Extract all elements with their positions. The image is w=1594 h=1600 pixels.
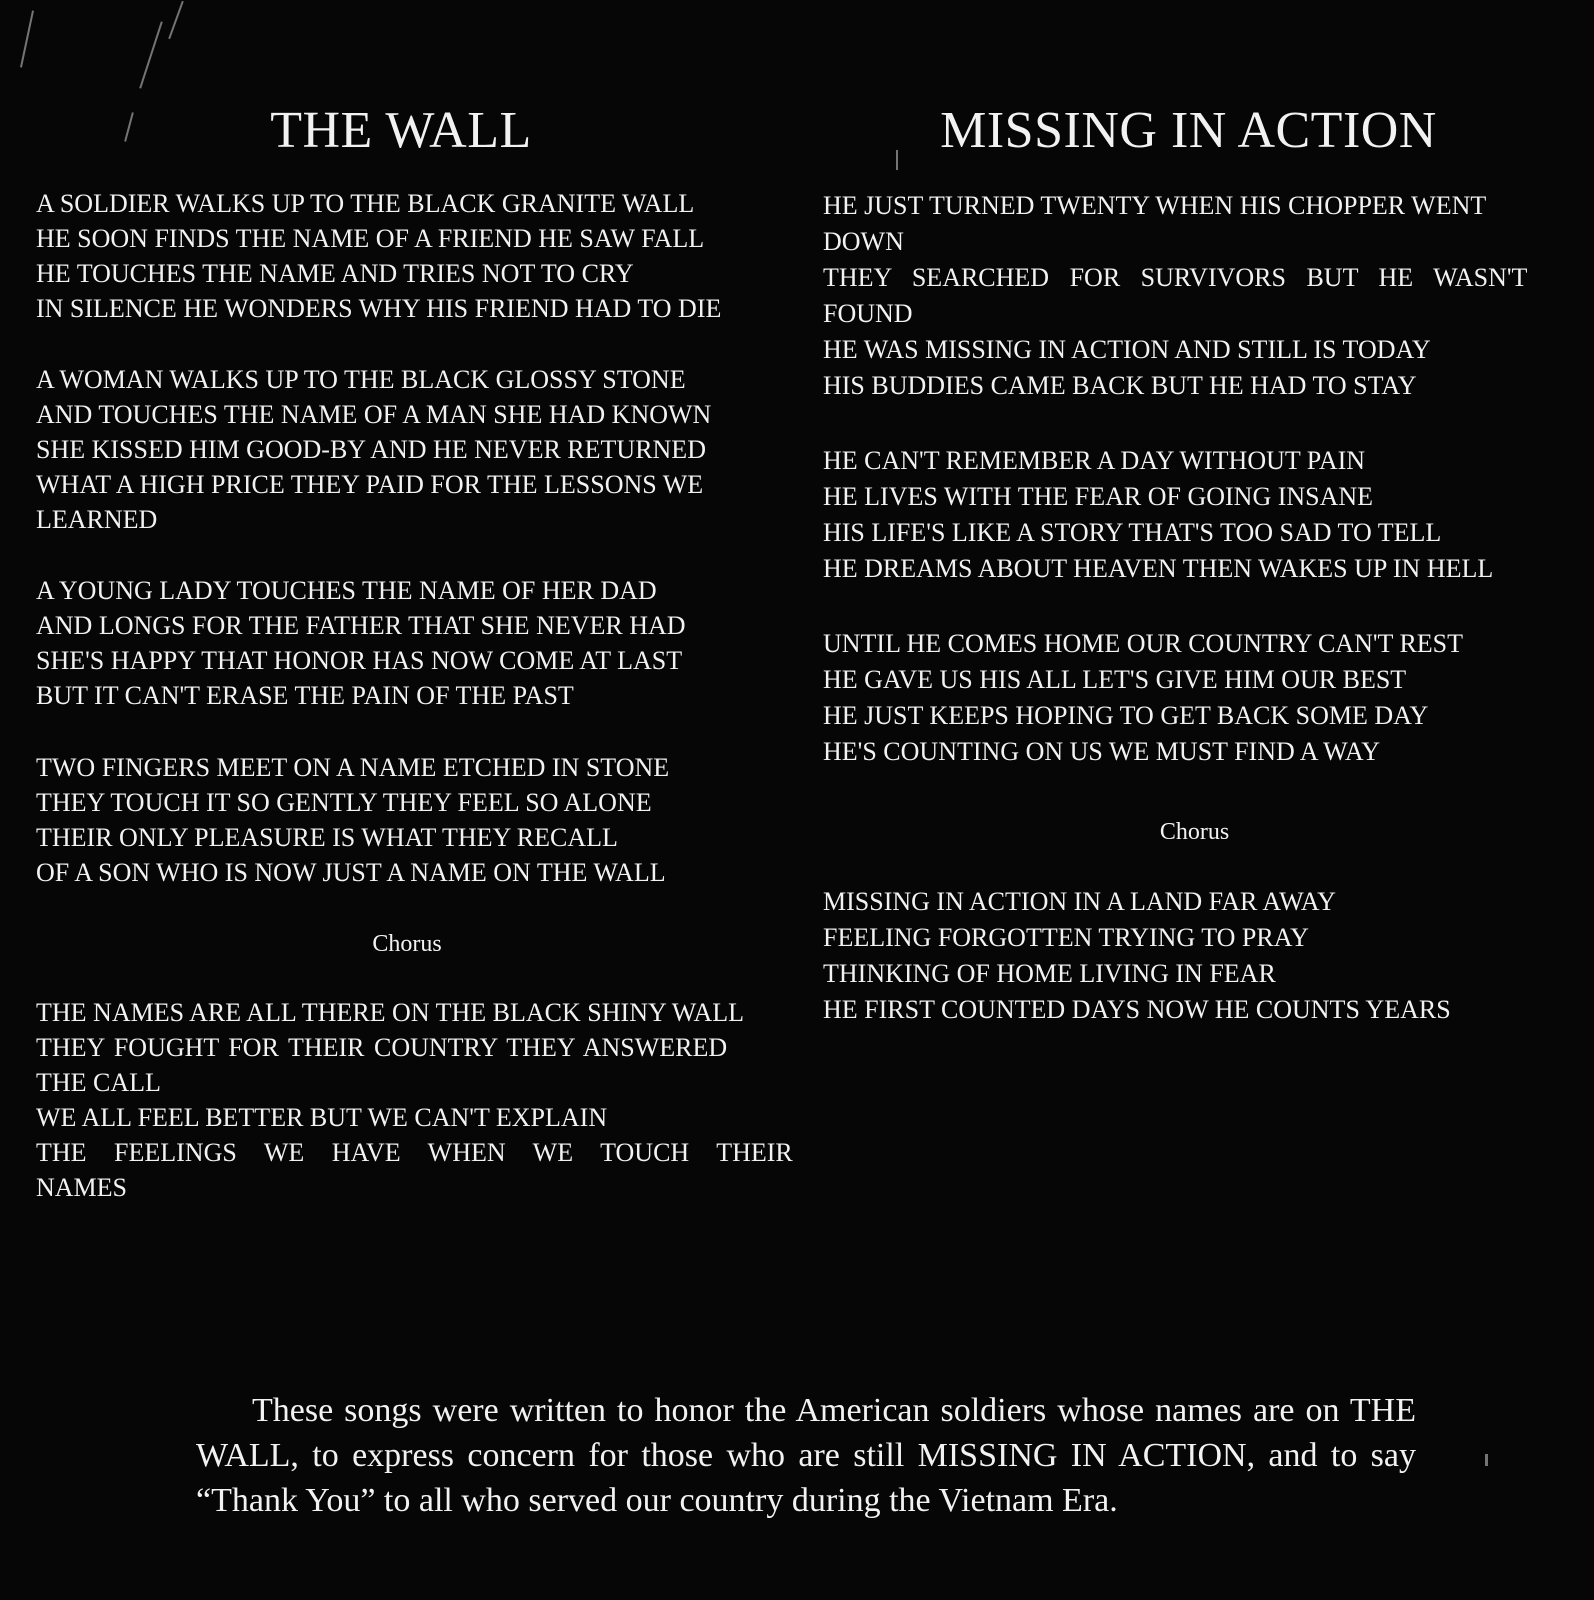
- lyric-line: HE WAS MISSING IN ACTION AND STILL IS TODAY: [823, 335, 1431, 364]
- lyric-line: THE NAMES ARE ALL THERE ON THE BLACK SHINY WALL: [36, 998, 745, 1027]
- lyric-line: BUT IT CAN'T ERASE THE PAIN OF THE PAST: [36, 681, 574, 710]
- chorus-stanza: [823, 884, 1566, 1028]
- lyric-line: FOUND: [823, 299, 913, 328]
- lyric-line: HE LIVES WITH THE FEAR OF GOING INSANE: [823, 482, 1374, 511]
- scratch-mark: [20, 10, 34, 67]
- lyric-line: SHE KISSED HIM GOOD-BY AND HE NEVER RETURNED: [36, 435, 706, 464]
- lyric-line: FEELING FORGOTTEN TRYING TO PRAY: [823, 923, 1309, 952]
- lyric-line: A YOUNG LADY TOUCHES THE NAME OF HER DAD: [36, 576, 657, 605]
- stanza: [36, 186, 778, 326]
- lyric-line: THE CALL: [36, 1068, 161, 1097]
- stanza: [823, 443, 1566, 587]
- lyric-line: HE TOUCHES THE NAME AND TRIES NOT TO CRY: [36, 259, 634, 288]
- stanza: [823, 626, 1566, 770]
- lyric-line: DOWN: [823, 227, 904, 256]
- lyric-line: OF A SON WHO IS NOW JUST A NAME ON THE WALL: [36, 858, 666, 887]
- lyric-line: HE CAN'T REMEMBER A DAY WITHOUT PAIN: [823, 446, 1366, 475]
- lyric-line: HE'S COUNTING ON US WE MUST FIND A WAY: [823, 737, 1381, 766]
- chorus-stanza: [36, 995, 793, 1205]
- lyric-line: NAMES: [36, 1173, 128, 1202]
- lyric-line: THINKING OF HOME LIVING IN FEAR: [823, 959, 1276, 988]
- lyric-line: AND LONGS FOR THE FATHER THAT SHE NEVER HAD: [36, 611, 686, 640]
- lyric-line: THEIR ONLY PLEASURE IS WHAT THEY RECALL: [36, 823, 618, 852]
- lyric-line: HE JUST KEEPS HOPING TO GET BACK SOME DAY: [823, 701, 1429, 730]
- stanza: [36, 573, 778, 713]
- lyric-line: HIS BUDDIES CAME BACK BUT HE HAD TO STAY: [823, 371, 1417, 400]
- lyric-line: LEARNED: [36, 505, 158, 534]
- lyric-line: TWO FINGERS MEET ON A NAME ETCHED IN STONE: [36, 753, 670, 782]
- lyric-line: HE GAVE US HIS ALL LET'S GIVE HIM OUR BEST: [823, 665, 1407, 694]
- scratch-mark: [168, 1, 184, 39]
- lyric-line: THEY SEARCHED FOR SURVIVORS BUT HE WASN'T: [823, 263, 1528, 292]
- lyric-line: AND TOUCHES THE NAME OF A MAN SHE HAD KNOWN: [36, 400, 712, 429]
- lyric-line: THE FEELINGS WE HAVE WHEN WE TOUCH THEIR: [36, 1138, 793, 1167]
- scratch-mark: [1485, 1454, 1488, 1466]
- lyric-line: A SOLDIER WALKS UP TO THE BLACK GRANITE WALL: [36, 189, 695, 218]
- stanza: [823, 188, 1566, 404]
- lyric-line: WHAT A HIGH PRICE THEY PAID FOR THE LESSONS WE: [36, 470, 704, 499]
- dedication-text: These songs were written to honor the American soldiers whose names are on THE WALL, to express concern for those who are still MISSING IN ACTION, and to say “Thank You” to all who served our country during the Vietnam Era.: [196, 1392, 1416, 1519]
- lyric-line: SHE'S HAPPY THAT HONOR HAS NOW COME AT LAST: [36, 646, 683, 675]
- lyric-line: HE SOON FINDS THE NAME OF A FRIEND HE SAW FALL: [36, 224, 705, 253]
- chorus-label: Chorus: [372, 931, 442, 957]
- lyric-line: HE FIRST COUNTED DAYS NOW HE COUNTS YEARS: [823, 995, 1451, 1024]
- lyric-line: HE JUST TURNED TWENTY WHEN HIS CHOPPER WENT: [823, 191, 1487, 220]
- lyric-line: A WOMAN WALKS UP TO THE BLACK GLOSSY STONE: [36, 365, 686, 394]
- lyric-line: MISSING IN ACTION IN A LAND FAR AWAY: [823, 887, 1336, 916]
- lyric-line: THEY TOUCH IT SO GENTLY THEY FEEL SO ALONE: [36, 788, 652, 817]
- lyric-line: HE DREAMS ABOUT HEAVEN THEN WAKES UP IN HELL: [823, 554, 1494, 583]
- lyric-line: THEY FOUGHT FOR THEIR COUNTRY THEY ANSWERED: [36, 1033, 728, 1062]
- stanza: [36, 750, 778, 890]
- song-title: MISSING IN ACTION: [940, 102, 1437, 159]
- lyric-line: IN SILENCE HE WONDERS WHY HIS FRIEND HAD TO DIE: [36, 294, 722, 323]
- chorus-label: Chorus: [1159, 819, 1230, 845]
- lyric-line: WE ALL FEEL BETTER BUT WE CAN'T EXPLAIN: [36, 1103, 608, 1132]
- scratch-mark: [139, 21, 163, 88]
- lyric-line: UNTIL HE COMES HOME OUR COUNTRY CAN'T REST: [823, 629, 1464, 658]
- song-title: THE WALL: [270, 102, 532, 159]
- stanza: [36, 362, 778, 537]
- lyric-line: HIS LIFE'S LIKE A STORY THAT'S TOO SAD TO TELL: [823, 518, 1442, 547]
